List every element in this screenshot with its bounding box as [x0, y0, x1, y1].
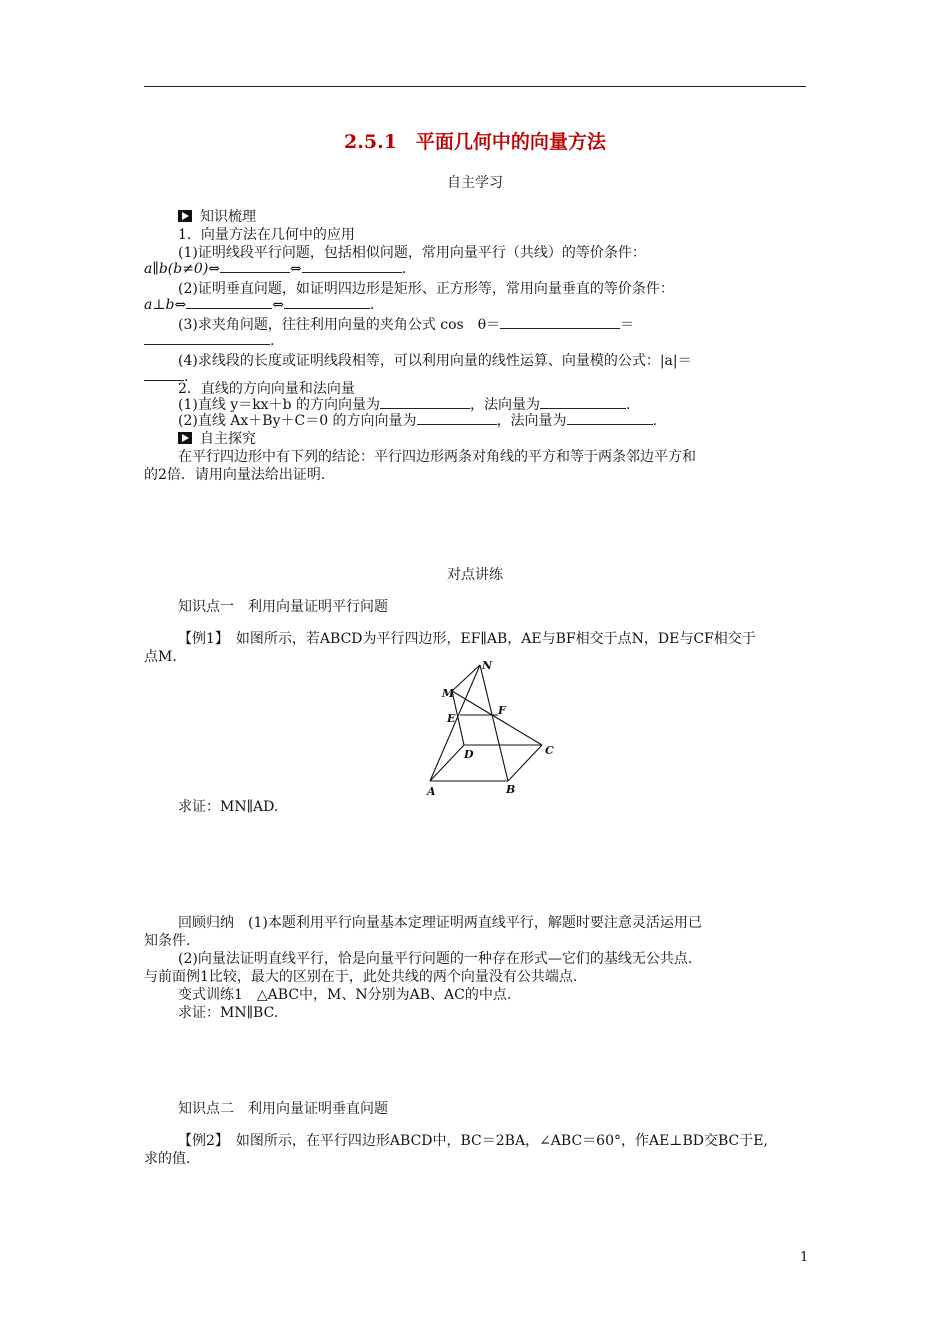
- kb-line-3: a∥b(b≠0)⇔ ⇔ .: [144, 261, 407, 277]
- review-line-1: 回顾归纳 (1)本题利用平行向量基本定理证明两直线平行，解题时要注意灵活运用已: [178, 915, 702, 931]
- kb-line-6: (3)求夹角问题，往往利用向量的夹角公式 cos θ＝ ＝: [178, 317, 635, 333]
- label-a: A: [427, 785, 436, 798]
- kb-line-4: (2)证明垂直问题，如证明四边形是矩形、正方形等，常用向量垂直的等价条件：: [178, 281, 674, 297]
- label-m: M: [442, 687, 455, 700]
- label-f: F: [498, 704, 506, 717]
- play-icon: [178, 210, 192, 222]
- label-c: C: [545, 744, 554, 757]
- blank: [186, 296, 272, 309]
- blank: [417, 412, 497, 425]
- example-1-line-1: 【例1】 如图所示，若ABCD为平行四边形，EF∥AB，AE与BF相交于点N，DE与CF相交于: [178, 631, 756, 647]
- kb-line-1: 1．向量方法在几何中的应用: [178, 227, 355, 243]
- review-line-4: 与前面例1比较，最大的区别在于，此处共线的两个向量没有公共端点.: [144, 969, 578, 985]
- blank: [220, 260, 290, 273]
- example-1-prove: 求证：MN∥AD.: [178, 799, 279, 815]
- blank: [500, 316, 620, 329]
- play-icon: [178, 432, 192, 444]
- page-title: 2.5.1 平面几何中的向量方法: [344, 131, 606, 153]
- knowledge-heading: 知识梳理: [178, 206, 256, 226]
- label-b: B: [506, 783, 516, 796]
- parallelogram-figure: [420, 655, 570, 800]
- explore-heading: 自主探究: [178, 428, 256, 448]
- knowledge-point-1: 知识点一 利用向量证明平行问题: [178, 599, 388, 615]
- line-mn: [452, 665, 480, 691]
- label-n: N: [482, 659, 493, 672]
- blank: [380, 396, 470, 409]
- kb-line-2: (1)证明线段平行问题，包括相似问题，常用向量平行（共线）的等价条件：: [178, 245, 646, 261]
- review-line-3: (2)向量法证明直线平行，恰是向量平行问题的一种存在形式—它们的基线无公共点.: [178, 951, 693, 967]
- blank: [567, 412, 653, 425]
- blank: [284, 296, 370, 309]
- kb-line-11: (1)直线 y＝kx＋b 的方向向量为 ，法向量为 .: [178, 397, 631, 413]
- blank: [144, 332, 270, 345]
- edge-bc: [508, 745, 542, 781]
- line-bn: [480, 665, 508, 781]
- kb-line-12: (2)直线 Ax＋By＋C＝0 的方向向量为 ，法向量为 .: [178, 413, 658, 429]
- example-2-line-2: 求的值.: [144, 1151, 191, 1167]
- section-heading-self-study: 自主学习: [447, 175, 503, 191]
- blank: [302, 260, 402, 273]
- example-2-line-1: 【例2】 如图所示，在平行四边形ABCD中，BC＝2BA，∠ABC＝60°，作AE⊥BD交BC于E,: [178, 1133, 768, 1149]
- knowledge-point-2: 知识点二 利用向量证明垂直问题: [178, 1101, 388, 1117]
- review-line-2: 知条件.: [144, 933, 191, 949]
- label-e: E: [447, 712, 456, 725]
- page-number: 1: [800, 1250, 809, 1265]
- example-1-line-2: 点M.: [144, 649, 177, 665]
- explore-line-1: 在平行四边形中有下列的结论：平行四边形两条对角线的平方和等于两条邻边平方和: [178, 449, 696, 465]
- header-rule: [144, 86, 806, 87]
- variant-1-line-1: 变式训练1 △ABC中，M、N分别为AB、AC的中点.: [178, 987, 512, 1003]
- label-d: D: [464, 748, 474, 761]
- blank: [540, 396, 626, 409]
- variant-1-line-2: 求证：MN∥BC.: [178, 1005, 279, 1021]
- kb-line-8: (4)求线段的长度或证明线段相等，可以利用向量的线性运算、向量模的公式：|a|＝: [178, 353, 692, 369]
- kb-line-7: .: [144, 332, 274, 349]
- explore-line-2: 的2倍．请用向量法给出证明.: [144, 467, 326, 483]
- kb-line-9: .: [144, 368, 188, 385]
- kb-line-5: a⊥b⇔ ⇔ .: [144, 297, 375, 313]
- edge-da: [430, 745, 464, 781]
- kb-line-10: 2．直线的方向向量和法向量: [178, 381, 355, 397]
- section-heading-practice: 对点讲练: [447, 567, 503, 583]
